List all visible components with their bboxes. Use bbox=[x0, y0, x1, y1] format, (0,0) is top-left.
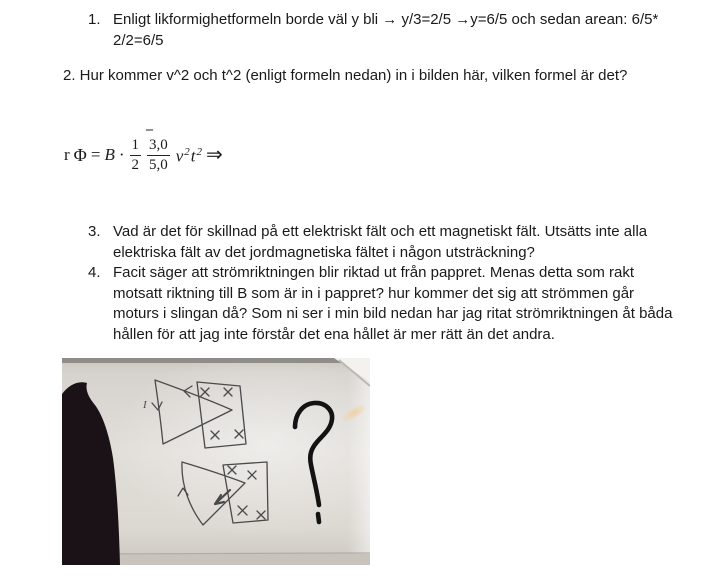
question-1-text: Enligt likformighetformeln borde väl y bli → y/3=2/5 →y=6/5 och sedan arean: 6/5* 2/2=6/5 bbox=[113, 11, 659, 49]
question-4-text: Facit säger att strömriktningen blir riktad ut från pappret. Menas detta som rakt motsatt riktning till B som är in i pappret? hur kommer det sig att strömmen går moturs i slingan då? Som ni ser i min bild nedan har jag ritat strömriktningen åt båda hållen för att jag inte förstår det ena hållet är mer rätt än det andra. bbox=[113, 264, 673, 343]
fraction-one-half: $\frac{1}{2}$ bbox=[131, 137, 139, 173]
formula-dot: · bbox=[118, 144, 125, 164]
formula-equals: = bbox=[90, 144, 101, 164]
question-3-text: Vad är det för skillnad på ett elektriskt fält och ett magnetiskt fält. Utsätts inte alla elektriska fält av det jordmagnetiska fältet i någon utsträckning? bbox=[113, 223, 648, 261]
fraction-three-five-wrap bbox=[144, 122, 173, 173]
formula-B: B bbox=[104, 144, 115, 164]
overbar-dash-icon: ‒ bbox=[146, 122, 153, 137]
question-1 bbox=[88, 10, 679, 51]
formula-v2t2: $v^2t^2$ bbox=[175, 146, 204, 167]
whiteboard-photo bbox=[62, 358, 370, 565]
fraction-three-five: $\frac{3,0}{5,0}$ bbox=[149, 137, 168, 173]
current-label: I bbox=[143, 399, 147, 411]
formula-phi: Φ bbox=[73, 144, 87, 165]
whiteboard-photo-svg bbox=[62, 358, 370, 565]
question-4 bbox=[88, 263, 679, 345]
question-2-text: 2. Hur kommer v^2 och t^2 (enligt formeln nedan) in i bilden här, vilken formel är det? bbox=[63, 67, 628, 84]
implies-arrow-icon: ⇒ bbox=[206, 143, 223, 166]
question-mark-dot bbox=[318, 514, 319, 522]
right-edge-highlight bbox=[348, 358, 370, 554]
question-1-number: 1. bbox=[88, 11, 101, 28]
question-3-number: 3. bbox=[88, 223, 101, 240]
photo-top-band bbox=[62, 358, 370, 363]
question-4-number: 4. bbox=[88, 264, 101, 281]
physics-formula bbox=[62, 118, 232, 192]
question-3 bbox=[88, 222, 679, 263]
formula-r: r bbox=[64, 144, 70, 164]
